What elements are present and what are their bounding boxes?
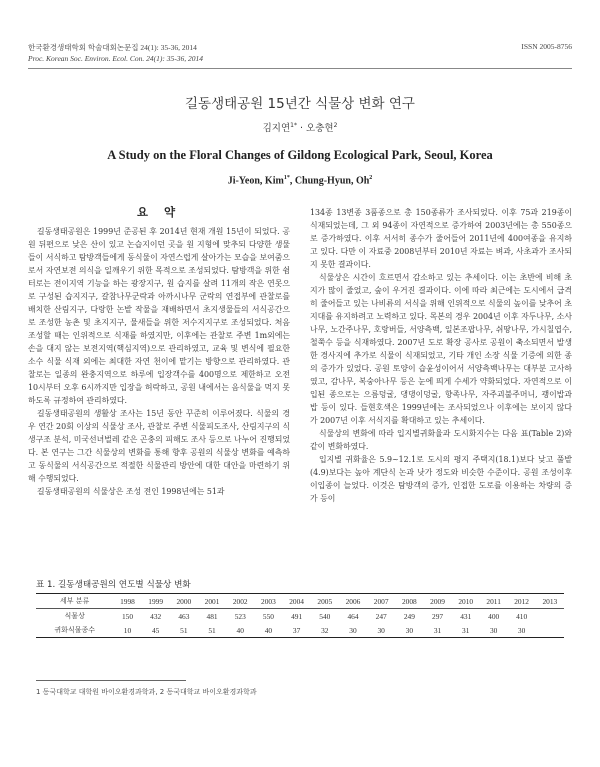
table-cell: 30 bbox=[367, 623, 395, 638]
table-cell: 30 bbox=[508, 623, 536, 638]
table-cell: 400 bbox=[488, 611, 500, 621]
table-cell: 247 bbox=[375, 611, 387, 621]
table-row-label: 귀화식물종수 bbox=[36, 623, 113, 638]
table-caption: 표 1. 길동생태공원의 연도별 식물상 변화 bbox=[36, 580, 191, 590]
abstract-paragraph: 입지별 귀화율은 5.9~12.1로 도시의 평지 주택지(18.1)보다 낮고 풀밭(4.9)보다는 높아 계단식 논과 낫가 정도와 비슷한 수준이다. 공원 조성이후 이입종이 늘었다. 이것은 탐방객의 증가, 인접한 도로를 이용하는 차량의 증가 등이 bbox=[310, 455, 572, 503]
table-year-header: 2010 bbox=[452, 594, 480, 609]
table-cell: 410 bbox=[516, 611, 528, 621]
table-cell: 491 bbox=[291, 611, 303, 621]
author-ko-2-affiliation: 2 bbox=[333, 121, 338, 129]
authors-english bbox=[0, 175, 600, 186]
table-year-header: 2003 bbox=[254, 594, 282, 609]
journal-header-ko: 한국환경생태학회 학술대회논문집 24(1): 35-36, 2014 bbox=[28, 43, 197, 52]
author-ko-1-affiliation: 1* bbox=[290, 121, 297, 129]
author-en-separator: , bbox=[289, 175, 295, 187]
title-english: A Study on the Floral Changes of Gildong Ecological Park, Seoul, Korea bbox=[107, 148, 493, 162]
table-year-header: 2000 bbox=[170, 594, 198, 609]
table-year-header: 1999 bbox=[142, 594, 170, 609]
footnote-rule bbox=[36, 680, 186, 681]
abstract-paragraph: 길동생태공원의 식물상은 조성 전인 1998년에는 51과 bbox=[37, 487, 225, 496]
abstract-paragraph: 식물상의 변화에 따라 입지별귀화율과 도시화지수는 다음 표(Table 2)와 같이 변화하였다. bbox=[310, 429, 572, 451]
table-cell: 30 bbox=[480, 623, 508, 638]
table-cell: 297 bbox=[432, 611, 444, 621]
abstract-paragraph: 길동생태공원의 생활상 조사는 15년 동안 꾸준히 이루어졌다. 식물의 경우 연간 20회 이상의 식물상 조사, 관찰로 주변 식물피도조사, 산림지구의 식생구조 분석, 미국선녀벌레 같은 곤충의 피해도 조사 등으로 나누어 진행되었다. 본 연구는 그간 식물상의 변화를 통해 향후 공원의 식물상 변화를 예측하고 동식물의 서식공간으로 적절한 식물관리 방안에 대한 대안을 마련하기 위해 수행되었다. bbox=[28, 409, 290, 483]
table-cell: 45 bbox=[142, 623, 170, 638]
author-ko-separator: · bbox=[296, 123, 307, 134]
title-korean: 길동생태공원 15년간 식물상 변화 연구 bbox=[185, 96, 415, 112]
abstract-right-column bbox=[310, 206, 572, 505]
table-cell: 51 bbox=[198, 623, 226, 638]
author-en-1-affiliation: 1* bbox=[283, 175, 290, 181]
issn-label: ISSN 2005-8756 bbox=[521, 42, 572, 51]
table-cell: 550 bbox=[262, 611, 274, 621]
table-cell: 249 bbox=[403, 611, 415, 621]
author-en-2: Chung-Hyun, Oh bbox=[294, 175, 370, 187]
abstract-heading: 요 약 bbox=[136, 205, 182, 219]
table-cell: 32 bbox=[311, 623, 339, 638]
table-cell: 37 bbox=[283, 623, 311, 638]
table-year-header: 2012 bbox=[508, 594, 536, 609]
table-year-header: 2004 bbox=[283, 594, 311, 609]
table-cell: 523 bbox=[234, 611, 246, 621]
header-rule bbox=[28, 68, 572, 69]
abstract-left-column bbox=[28, 225, 290, 498]
table-cell bbox=[536, 609, 564, 624]
table-cell: 464 bbox=[347, 611, 359, 621]
table-cell: 463 bbox=[178, 611, 190, 621]
table-cell: 540 bbox=[319, 611, 331, 621]
table-year-header: 2007 bbox=[367, 594, 395, 609]
table-year-header: 2008 bbox=[395, 594, 423, 609]
author-ko-1: 김지연 bbox=[262, 123, 291, 134]
table-cell: 51 bbox=[170, 623, 198, 638]
table-year-header: 2006 bbox=[339, 594, 367, 609]
authors-korean bbox=[0, 120, 600, 134]
table-cell: 150 bbox=[121, 611, 134, 621]
table-cell: 432 bbox=[150, 611, 162, 621]
table-cell bbox=[536, 623, 564, 638]
table-year-header: 2013 bbox=[536, 594, 564, 609]
table-row-label: 식물상 bbox=[64, 612, 85, 620]
table-cell: 40 bbox=[226, 623, 254, 638]
table-cell: 40 bbox=[254, 623, 282, 638]
table-year-header: 2009 bbox=[423, 594, 451, 609]
table-year-header: 2002 bbox=[226, 594, 254, 609]
footnote: 1 동국대학교 대학원 바이오환경과학과, 2 동국대학교 바이오환경과학과 bbox=[36, 688, 257, 696]
flora-table bbox=[36, 593, 564, 638]
table-cell: 10 bbox=[113, 623, 141, 638]
abstract-paragraph: 134종 13변종 3품종으로 총 150종류가 조사되었다. 이후 75과 219종이 식재되었는데, 그 외 94종이 자연적으로 증가하여 2003년에는 총 550종으로 증가하였다. 이후 서서히 종수가 줄어들어 2011년에 400여종을 유지하고 있다. 다만 이 자료중 2008년부터 2010년 자료는 벼과, 사초과가 조사되지 못한 결과이다. bbox=[310, 208, 572, 269]
table-year-header: 1998 bbox=[113, 594, 141, 609]
table-header-row bbox=[36, 594, 564, 609]
author-ko-2: 오충현 bbox=[306, 123, 334, 134]
table-header-label: 세부 분류 bbox=[36, 594, 113, 609]
table-cell: 481 bbox=[206, 611, 218, 621]
journal-header-en: Proc. Korean Soc. Environ. Ecol. Con. 24(1): 35-36, 2014 bbox=[28, 54, 203, 63]
author-en-2-affiliation: 2 bbox=[369, 175, 373, 181]
table-cell: 30 bbox=[339, 623, 367, 638]
table-year-header: 2005 bbox=[311, 594, 339, 609]
table-row bbox=[36, 623, 564, 638]
abstract-paragraph: 길동생태공원은 1999년 준공된 후 2014년 현재 개원 15년이 되었다. 공원 뒤편으로 낮은 산이 있고 논습지이던 곳을 원 지형에 맞추되 다양한 생물들이 서식하고 탐방객들에게 동식물이 자연스럽게 살아가는 모습을 보여줌으로서 자연보전 의식을 일깨우기 위한 목적으로 조성되었다. 탐방객을 위한 쉼터로는 전이지역 기능을 하는 광장지구, 원 습지를 살려 11개의 작은 연못으로 구성된 습지지구, 갈참나무군락과 아까시나무 군락의 연접부에 관찰로를 배치한 산림지구, 다랑한 논밭 작물을 재배하면서 초지생물들의 서식공간으로 조성한 농촌 및 초지지구, 물새들을 위한 저수지지구로 조성되었다. 처음 조성할 때는 인위적으로 식재를 하였지만, 이후에는 관찰로 주변 1m외에는 손을 대지 않는 보전지역(핵심지역)으로 관리하였고, 교육 및 변식에 필요한 소수 식물 식재 외에는 최대한 자연 천이에 맡기는 방향으로 관리하였다. 관찰로는 일종의 완충지역으로 하루에 입장객수를 400명으로 제한하고 오전 10시부터 오후 6시까지만 입장을 허락하고, 공원 내에서는 음식물을 먹지 못하도록 규정하여 관리하였다. bbox=[28, 227, 290, 405]
table-cell: 31 bbox=[452, 623, 480, 638]
author-en-1: Ji-Yeon, Kim bbox=[227, 175, 284, 187]
table-cell: 30 bbox=[395, 623, 423, 638]
table-cell: 31 bbox=[423, 623, 451, 638]
table-year-header: 2001 bbox=[198, 594, 226, 609]
abstract-paragraph: 식물상은 시간이 흐르면서 감소하고 있는 추세이다. 이는 초반에 비해 초지가 많이 줄었고, 숲이 우거진 결과이다. 이에 따라 최근에는 도시에서 급격히 줄어들고 있는 나비류의 서식을 위해 인위적으로 식물의 높이를 낮추어 초지대를 유지하려고 노력하고 있다. 목본의 경우 2004년 이후 자두나무, 소사나무, 노간주나무, 호랑버들, 서양측백, 일본조팝나무, 쉬땅나무, 가시칠엽수, 철쭉수 등을 식재하였다. 2007년 도로 확장 공사로 공원이 축소되면서 발생한 경사지에 추가로 식물이 식재되었고, 기타 개인 소장 식물 기증에 의한 종의 증가가 있었다. 공원 토양이 습윤성이어서 서양측백나무는 대부분 고사하였고, 감나무, 복숭아나무 등은 눈에 띄게 수세가 약화되었다. 자연적으로 이입된 종으로는 으름덩굴, 댕댕이덩굴, 향족나무, 자주괴불주머니, 괭이밥과 밥 등이 있다. 들현호색은 1999년에는 조사되었으나 이후에는 보이지 않다가 2007년 이후 서식지를 확대하고 있는 추세이다. bbox=[310, 273, 572, 425]
table-row bbox=[36, 609, 564, 624]
table-year-header: 2011 bbox=[480, 594, 508, 609]
table-cell: 431 bbox=[460, 611, 472, 621]
